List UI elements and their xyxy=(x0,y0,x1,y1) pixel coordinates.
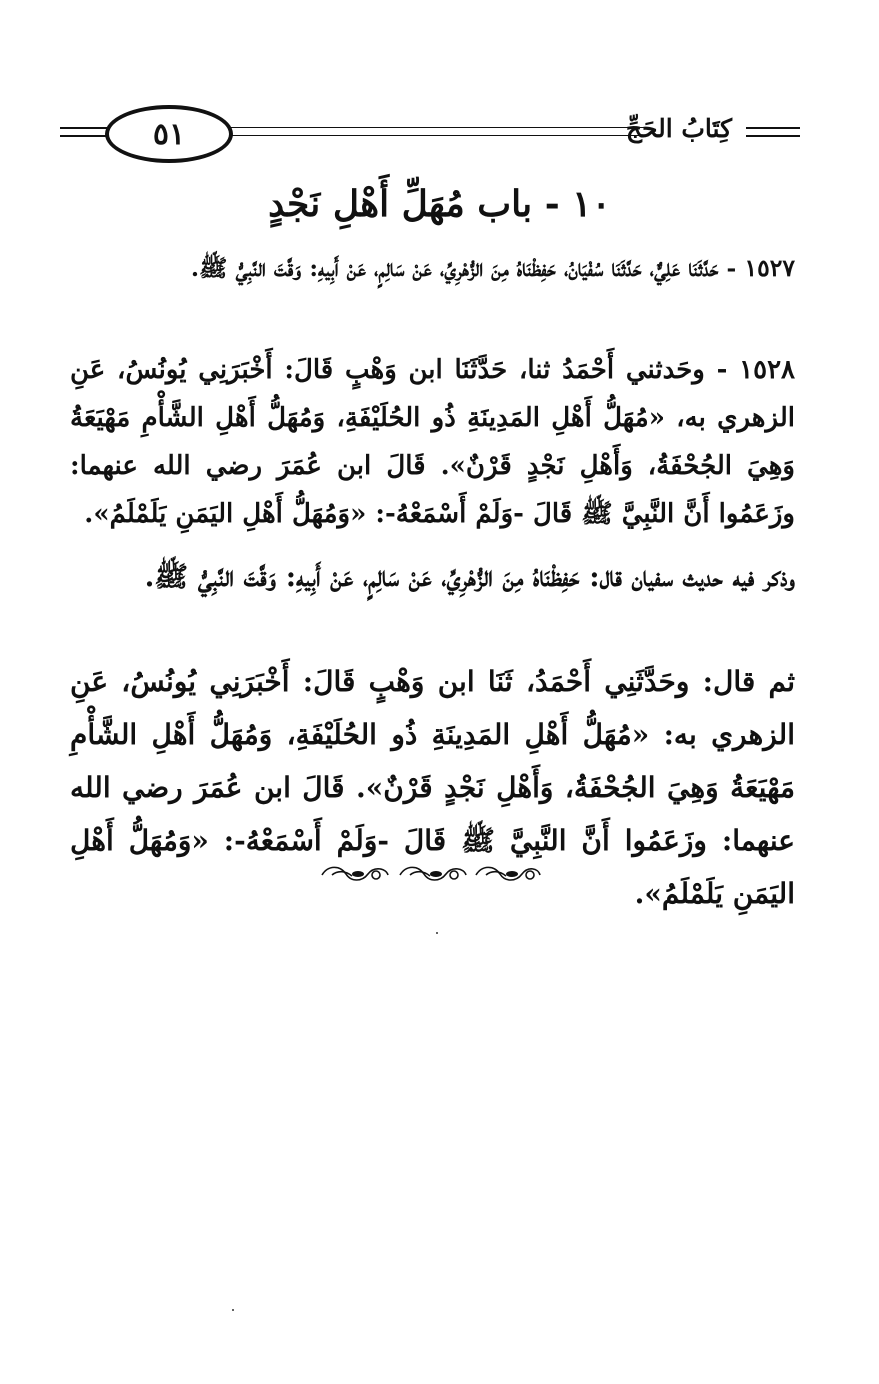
header-rule-middle-top xyxy=(225,127,645,128)
page-number-badge xyxy=(105,105,233,163)
header-rule-right-bottom xyxy=(746,135,800,137)
header-rule-middle-bottom xyxy=(225,135,645,136)
scan-speck xyxy=(232,1309,234,1311)
hadith-1528: ١٥٢٨ - وحَدثني أَحْمَدُ ثنا، حَدَّثَنَا ابن وَهْبٍ قَالَ: أَخْبَرَنِي يُونُسُ، عَنِ الزهري به، «مُهَلُّ أَهْلِ المَدِينَةِ ذُو الحُلَيْفَةِ، وَمُهَلُّ أَهْلِ الشَّأْمِ مَهْيَعَةُ وَهِيَ الجُحْفَةُ، وَأَهْلِ نَجْدٍ قَرْنٌ». قَالَ ابن عُمَرَ رضي الله عنهما: وزَعَمُوا أَنَّ النَّبِيَّ ﷺ قَالَ -وَلَمْ أَسْمَعْهُ-: «وَمُهَلُّ أَهْلِ اليَمَنِ يَلَمْلَمُ». xyxy=(70,355,795,529)
page-number: ٥١ xyxy=(152,116,186,152)
page-header xyxy=(60,100,800,170)
hadith-1527: ١٥٢٧ - حَدَّثَنَا عَلِيٌّ، حَدَّثَنَا سُفْيَانُ، حَفِظْنَاهُ مِنَ الزُّهْرِيِّ، عَنْ سَالِمٍ، عَنْ أَبِيهِ: وَقَّتَ النَّبِيُّ ﷺ. xyxy=(190,254,795,282)
header-rule-right-top xyxy=(746,127,800,129)
quote-paragraph: ثم قال: وحَدَّثَنِي أَحْمَدُ، ثَنَا ابن وَهْبٍ قَالَ: أَخْبَرَنِي يُونُسُ، عَنِ الزهري به: «مُهَلُّ أَهْلِ المَدِينَةِ ذُو الحُلَيْفَةِ، وَمُهَلُّ أَهْلِ الشَّأْمِ مَهْيَعَةُ وَهِيَ الجُحْفَةُ، وَأَهْلِ نَجْدٍ قَرْنٌ». قَالَ ابن عُمَرَ رضي الله عنهما: وزَعَمُوا أَنَّ النَّبِيَّ ﷺ قَالَ -وَلَمْ أَسْمَعْهُ-: «وَمُهَلُّ أَهْلِ اليَمَنِ يَلَمْلَمُ». xyxy=(70,665,795,910)
commentary-paragraph: وذكر فيه حديث سفيان قال: حَفِظْنَاهُ مِنَ الزُّهْرِيِّ، عَنْ سَالِمٍ، عَنْ أَبِيهِ: وَقَّتَ النَّبِيُّ ﷺ. xyxy=(144,560,795,593)
scan-speck xyxy=(436,932,438,934)
floral-divider-icon xyxy=(318,862,544,888)
chapter-title: ١٠ - باب مُهَلِّ أَهْلِ نَجْدٍ xyxy=(268,183,611,225)
book-title: كِتَابُ الحَجِّ xyxy=(625,114,732,143)
